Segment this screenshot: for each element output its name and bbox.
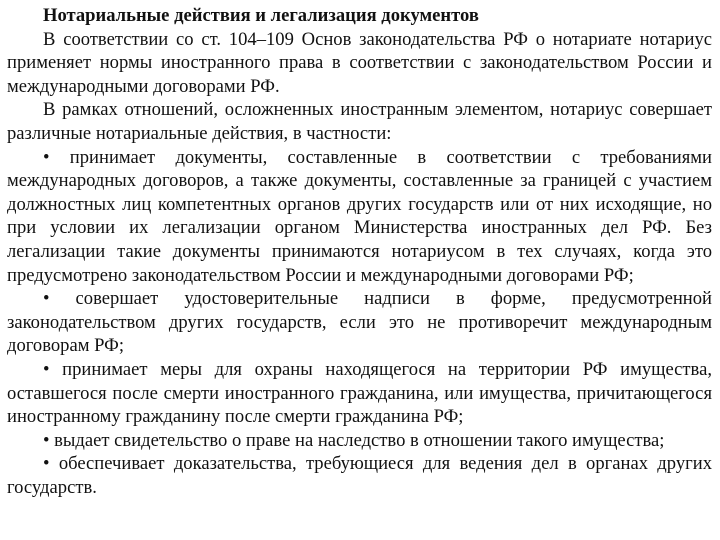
paragraph-foreign-element: В рамках отношений, осложненных иностранным элементом, нотариус совершает различные нотариальные действия, в частности: (7, 99, 712, 144)
document-title: Нотариальные действия и легализация документов (43, 5, 479, 26)
list-item-secure-evidence: • обеспечивает доказательства, требующиеся для ведения дел в органах других государств. (7, 453, 712, 498)
paragraph-intro: В соответствии со ст. 104–109 Основ законодательства РФ о нотариате нотариус применяет нормы иностранного права в соответствии с законодательством России и международными договорами РФ. (7, 28, 712, 97)
list-item-certification-inscriptions: • совершает удостоверительные надписи в форме, предусмотренной законодательством других государств, если это не противоречит международным договорам РФ; (7, 288, 712, 357)
list-item-protect-property: • принимает меры для охраны находящегося на территории РФ имущества, оставшегося после смерти иностранного гражданина, или имущества, причитающегося иностранному гражданину после смерти гражданина РФ; (7, 358, 712, 428)
list-item-inheritance-certificate: • выдает свидетельство о праве на наследство в отношении такого имущества; (43, 429, 665, 451)
list-item-accept-documents: • принимает документы, составленные в соответствии с требованиями международных договоров, а также документы, составленные за границей с участием должностных лиц компетентных органов других государств или от них исходящие, но при условии их легализации органом Министерства иностранных дел РФ. Без легализации такие документы принимаются нотариусом в тех случаях, когда это предусмотрено законодательством России и международными договорами РФ; (7, 146, 712, 286)
